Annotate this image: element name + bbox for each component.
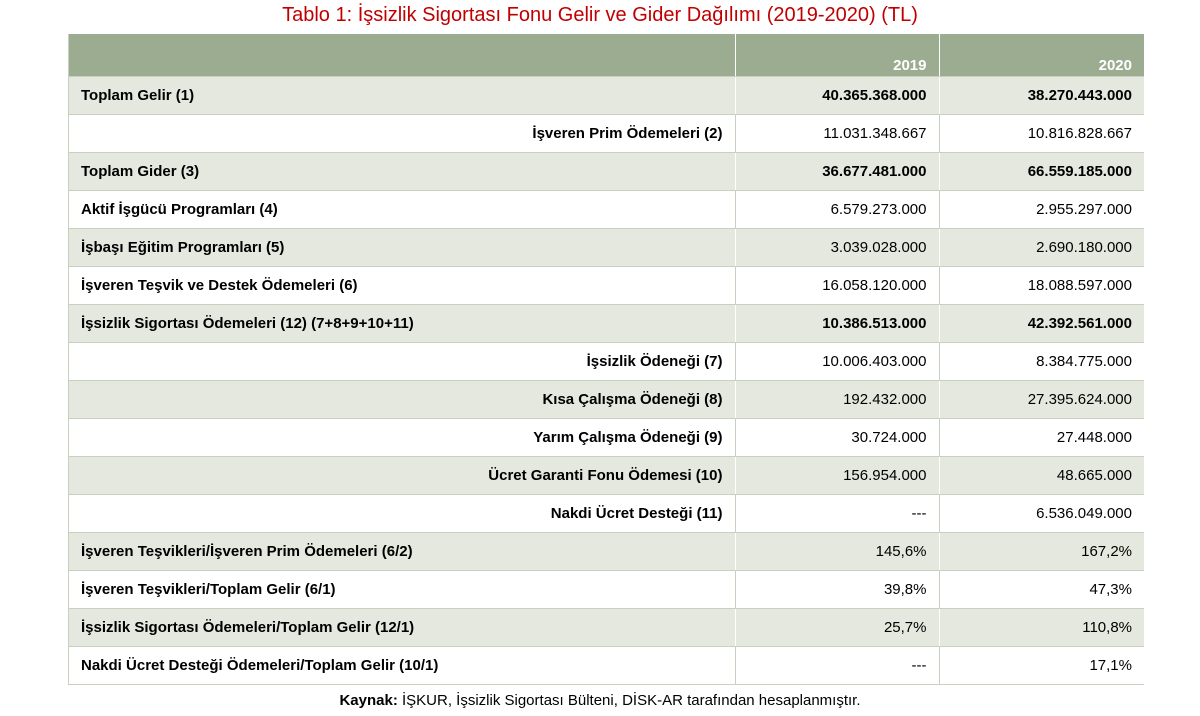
value-2019: 40.365.368.000 <box>735 77 939 115</box>
value-2020: 47,3% <box>939 571 1144 609</box>
row-label: İşbaşı Eğitim Programları (5) <box>69 229 735 267</box>
value-2020: 2.690.180.000 <box>939 229 1144 267</box>
table-title: Tablo 1: İşsizlik Sigortası Fonu Gelir ve Gider Dağılımı (2019-2020) (TL) <box>282 4 918 26</box>
value-2019: 25,7% <box>735 609 939 647</box>
value-2019: --- <box>735 495 939 533</box>
data-table <box>69 34 1144 685</box>
value-2019: 10.386.513.000 <box>735 305 939 343</box>
table-row <box>69 77 1144 115</box>
value-2020: 42.392.561.000 <box>939 305 1144 343</box>
table-row <box>69 381 1144 419</box>
row-label: Kısa Çalışma Ödeneği (8) <box>69 381 735 419</box>
source-prefix: Kaynak: <box>339 692 398 709</box>
table-row <box>69 267 1144 305</box>
value-2019: 36.677.481.000 <box>735 153 939 191</box>
header-2020: 2020 <box>939 34 1144 77</box>
table-container <box>68 34 1143 685</box>
value-2020: 110,8% <box>939 609 1144 647</box>
header-2019: 2019 <box>735 34 939 77</box>
value-2020: 17,1% <box>939 647 1144 685</box>
header-label-cell <box>69 34 735 77</box>
row-label: Toplam Gider (3) <box>69 153 735 191</box>
table-row <box>69 457 1144 495</box>
value-2020: 10.816.828.667 <box>939 115 1144 153</box>
row-label: İşveren Teşvikleri/İşveren Prim Ödemeleri (6/2) <box>69 533 735 571</box>
table-row <box>69 609 1144 647</box>
table-row <box>69 419 1144 457</box>
row-label: İşsizlik Sigortası Ödemeleri (12) (7+8+9+10+11) <box>69 305 735 343</box>
value-2019: 39,8% <box>735 571 939 609</box>
table-row <box>69 153 1144 191</box>
table-row <box>69 647 1144 685</box>
value-2020: 18.088.597.000 <box>939 267 1144 305</box>
value-2019: 6.579.273.000 <box>735 191 939 229</box>
row-label: Yarım Çalışma Ödeneği (9) <box>69 419 735 457</box>
value-2019: 16.058.120.000 <box>735 267 939 305</box>
value-2019: 3.039.028.000 <box>735 229 939 267</box>
value-2020: 66.559.185.000 <box>939 153 1144 191</box>
value-2020: 167,2% <box>939 533 1144 571</box>
value-2020: 27.448.000 <box>939 419 1144 457</box>
table-header-row <box>69 34 1144 77</box>
value-2020: 38.270.443.000 <box>939 77 1144 115</box>
value-2019: --- <box>735 647 939 685</box>
table-row <box>69 533 1144 571</box>
value-2019: 30.724.000 <box>735 419 939 457</box>
row-label: Ücret Garanti Fonu Ödemesi (10) <box>69 457 735 495</box>
value-2019: 192.432.000 <box>735 381 939 419</box>
table-row <box>69 191 1144 229</box>
table-row <box>69 343 1144 381</box>
value-2020: 2.955.297.000 <box>939 191 1144 229</box>
table-row <box>69 229 1144 267</box>
table-row <box>69 495 1144 533</box>
value-2019: 145,6% <box>735 533 939 571</box>
table-row <box>69 571 1144 609</box>
row-label: İşsizlik Sigortası Ödemeleri/Toplam Gelir (12/1) <box>69 609 735 647</box>
row-label: İşveren Prim Ödemeleri (2) <box>69 115 735 153</box>
row-label: Nakdi Ücret Desteği (11) <box>69 495 735 533</box>
row-label: Nakdi Ücret Desteği Ödemeleri/Toplam Gelir (10/1) <box>69 647 735 685</box>
row-label: İşsizlik Ödeneği (7) <box>69 343 735 381</box>
value-2019: 11.031.348.667 <box>735 115 939 153</box>
value-2020: 6.536.049.000 <box>939 495 1144 533</box>
row-label: Aktif İşgücü Programları (4) <box>69 191 735 229</box>
value-2019: 156.954.000 <box>735 457 939 495</box>
row-label: İşveren Teşvikleri/Toplam Gelir (6/1) <box>69 571 735 609</box>
value-2020: 8.384.775.000 <box>939 343 1144 381</box>
row-label: İşveren Teşvik ve Destek Ödemeleri (6) <box>69 267 735 305</box>
table-row <box>69 115 1144 153</box>
source-note <box>0 691 1200 711</box>
table-row <box>69 305 1144 343</box>
value-2020: 48.665.000 <box>939 457 1144 495</box>
value-2019: 10.006.403.000 <box>735 343 939 381</box>
value-2020: 27.395.624.000 <box>939 381 1144 419</box>
source-text: İŞKUR, İşsizlik Sigortası Bülteni, DİSK-AR tarafından hesaplanmıştır. <box>397 692 861 709</box>
row-label: Toplam Gelir (1) <box>69 77 735 115</box>
